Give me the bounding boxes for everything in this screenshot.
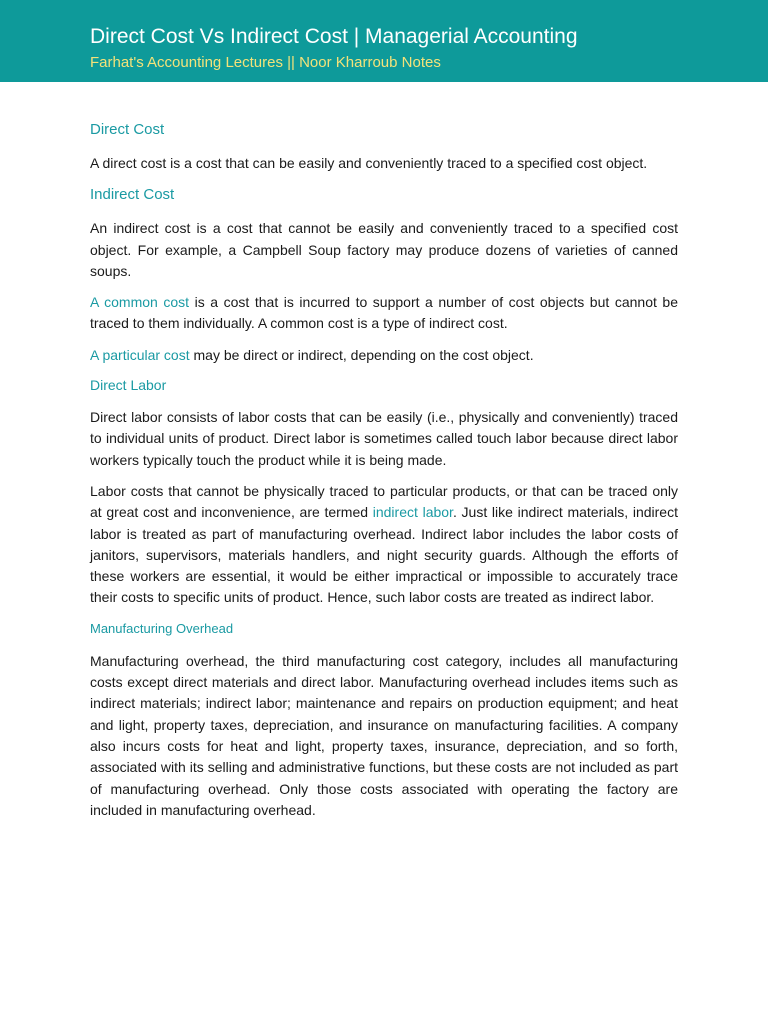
- term-particular-cost: A particular cost: [90, 346, 190, 363]
- paragraph-common-cost: [90, 292, 678, 335]
- term-common-cost: A common cost: [90, 294, 190, 311]
- heading-indirect-cost: Indirect Cost: [90, 186, 175, 204]
- document-body: [90, 82, 678, 821]
- paragraph-direct-labor: Direct labor consists of labor costs that can be easily (i.e., physically and conveniently) traced to individual units of product. Direct labor is sometimes called touch labor because direct labor workers typically touch the product while it is being made.: [90, 409, 678, 468]
- paragraph-indirect-labor: [90, 481, 678, 609]
- particular-cost-text: may be direct or indirect, depending on the cost object.: [189, 346, 534, 363]
- common-cost-text: is a cost that is incurred to support a number of cost objects but cannot be traced to them individually. A common cost is a type of indirect cost.: [90, 294, 678, 332]
- heading-manufacturing-overhead: Manufacturing Overhead: [90, 620, 234, 636]
- paragraph-direct-cost: A direct cost is a cost that can be easily and conveniently traced to a specified cost object.: [90, 155, 648, 171]
- document-subtitle: Farhat's Accounting Lectures || Noor Kharroub Notes: [90, 54, 441, 71]
- paragraph-particular-cost: [90, 345, 678, 366]
- document-title: Direct Cost Vs Indirect Cost | Managerial Accounting: [90, 25, 578, 48]
- indirect-labor-text-before: Labor costs that cannot be physically traced to particular products, or that can be traced only at great cost and inconvenience, are termed: [90, 482, 678, 521]
- heading-direct-labor: Direct Labor: [90, 377, 167, 394]
- page-header: [0, 0, 768, 82]
- paragraph-manufacturing-overhead: Manufacturing overhead, the third manufacturing cost category, includes all manufacturing costs except direct materials and direct labor. Manufacturing overhead includes items such as indirect materials; indirect labor; maintenance and repairs on production equipment; and heat and light, property taxes, depreciation, and insurance on manufacturing facilities. A company also incurs costs for heat and light, property taxes, insurance, depreciation, and so forth, associated with its selling and administrative functions, but these costs are not included as part of manufacturing overhead. Only those costs associated with operating the factory are included in manufacturing overhead.: [90, 652, 678, 818]
- paragraph-indirect-cost: An indirect cost is a cost that cannot be easily and conveniently traced to a specified cost object. For example, a Campbell Soup factory may produce dozens of varieties of canned soups.: [90, 220, 678, 279]
- term-indirect-labor: indirect labor: [372, 504, 453, 521]
- heading-direct-cost: Direct Cost: [90, 121, 165, 138]
- indirect-labor-text-after: . Just like indirect materials, indirect labor is treated as part of manufacturing overhead. Indirect labor includes the labor costs of janitors, supervisors, materials handlers, and night security guards. Although the efforts of these workers are essential, it would be either impractical or impossible to accurately trace their costs to specific units of product. Hence, such labor costs are treated as indirect labor.: [90, 504, 678, 606]
